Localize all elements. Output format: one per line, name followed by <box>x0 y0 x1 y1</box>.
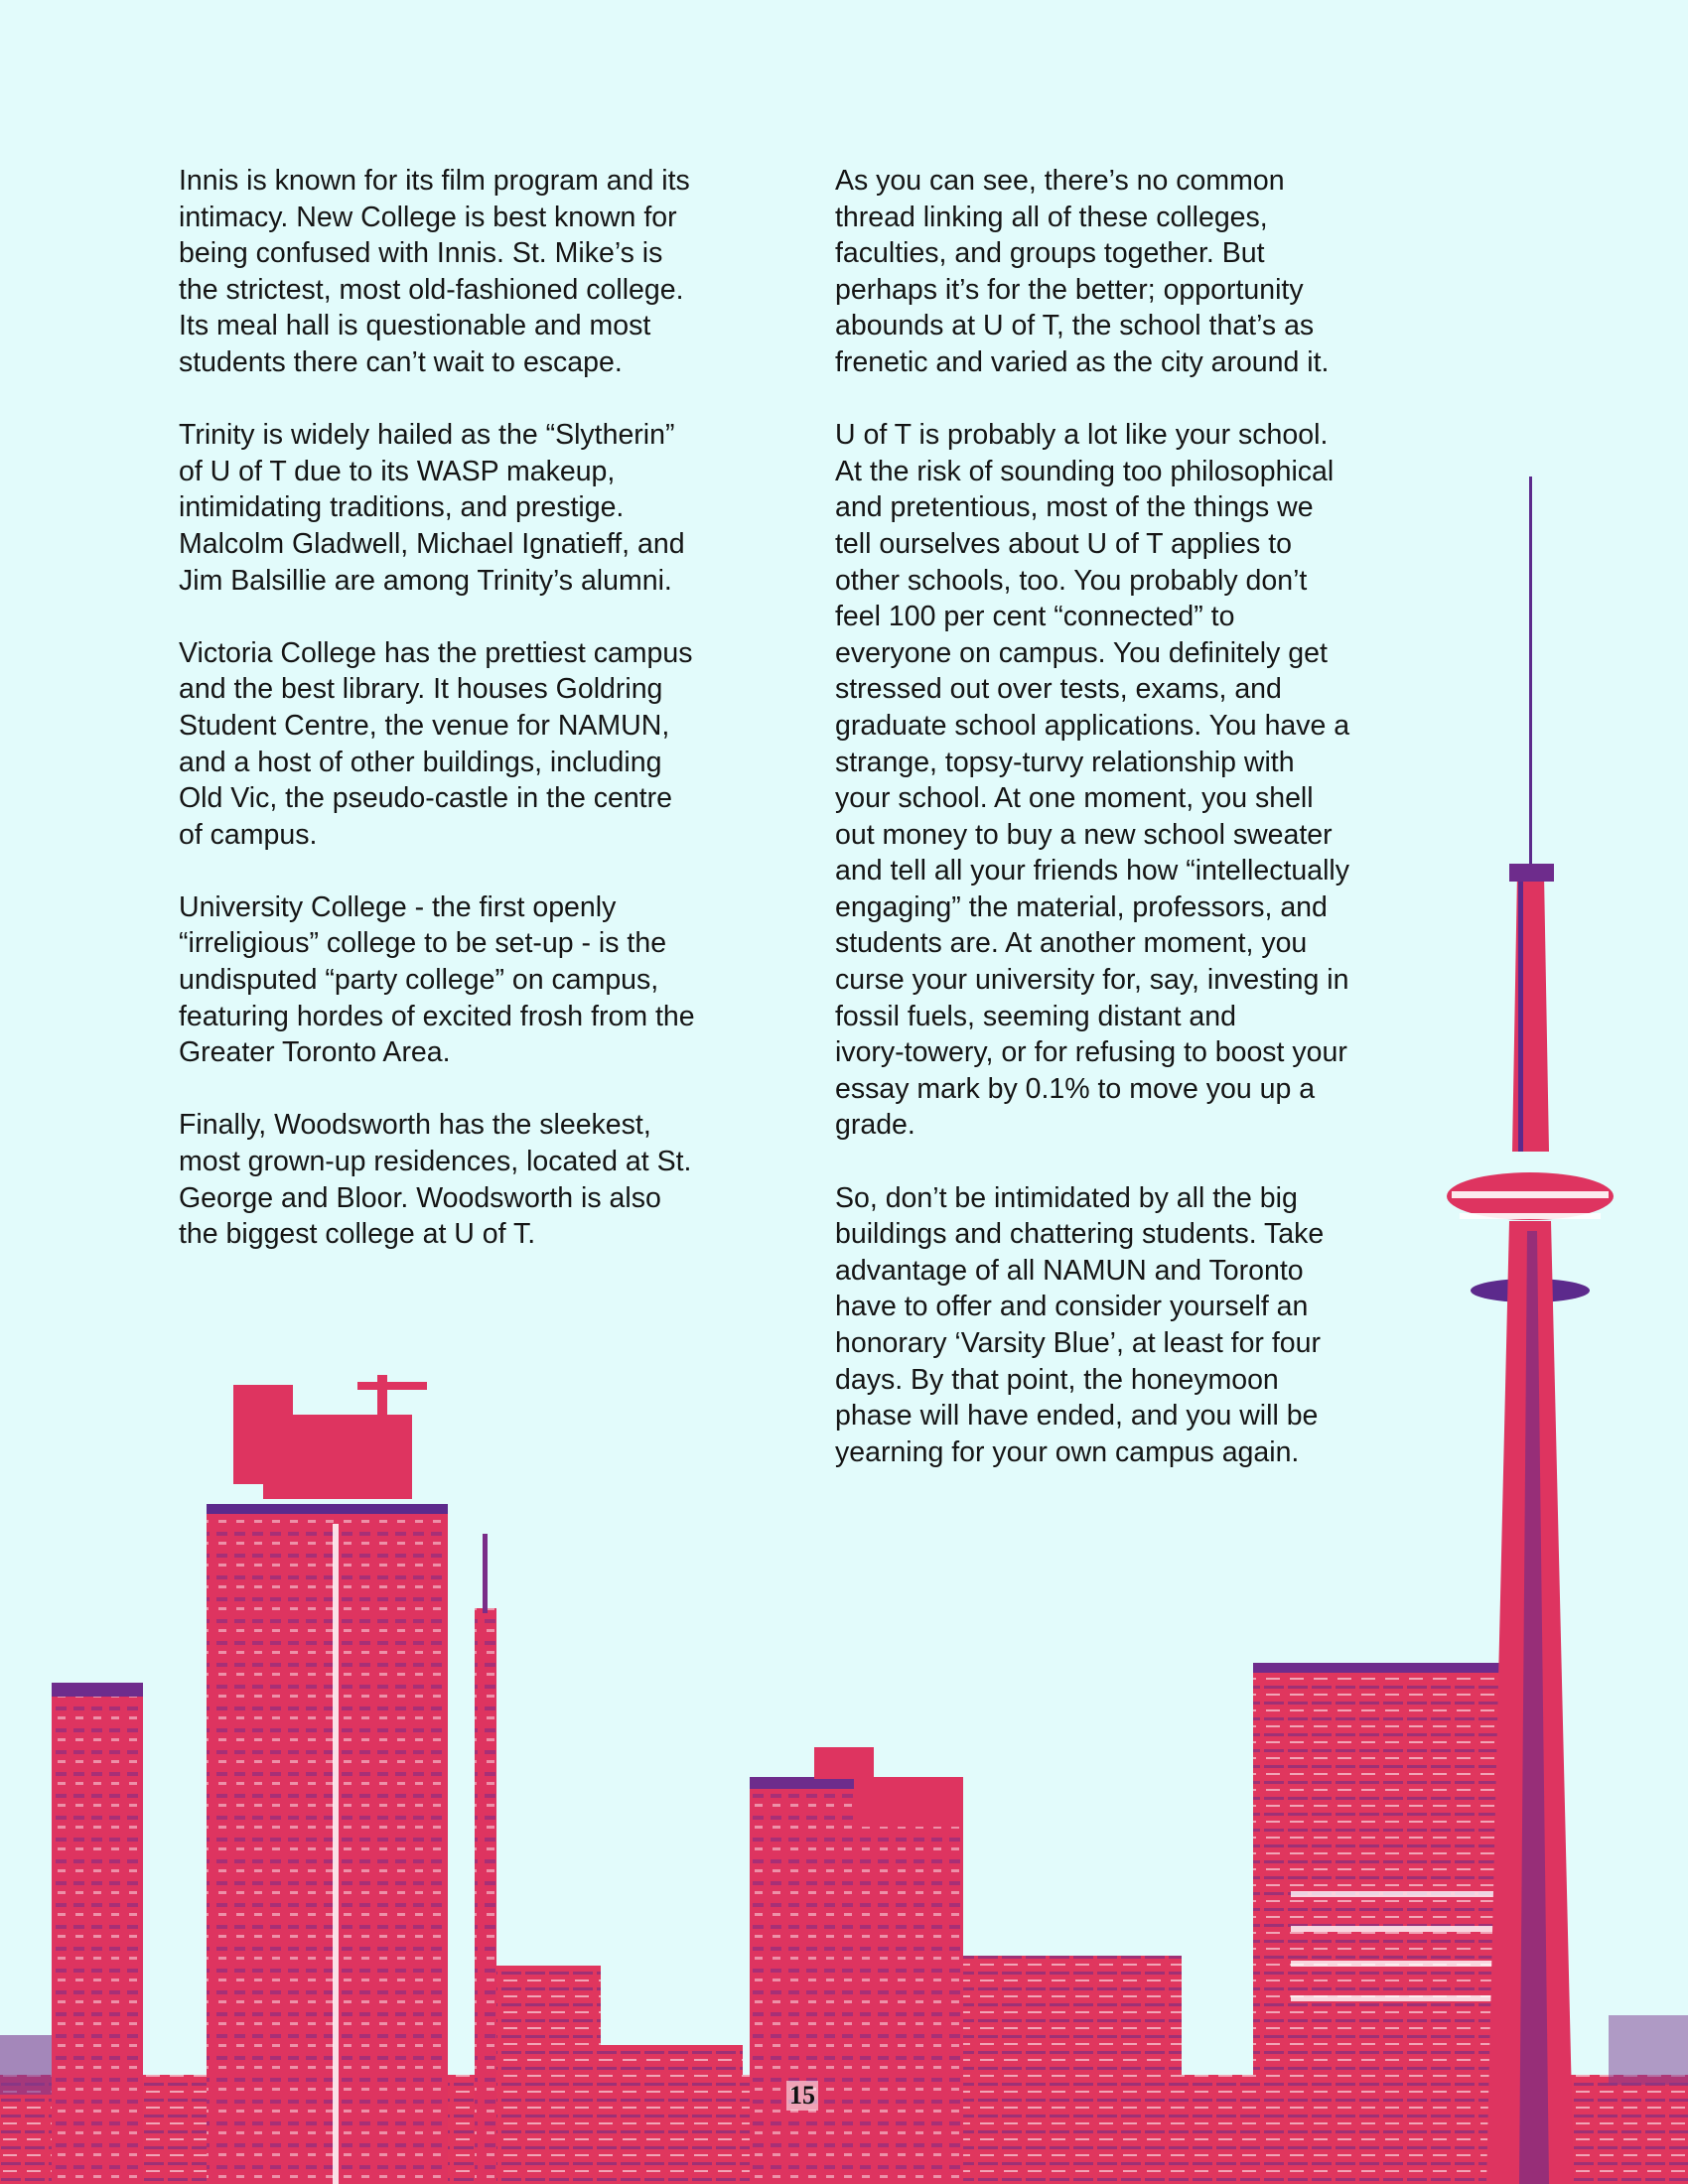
paragraph-victoria: Victoria College has the prettiest campus and the best library. It houses Goldring Student Centre, the venue for NAMUN, and a host of other buildings, including Old Vic, the pseudo-castle in the centre of campus. <box>179 636 693 851</box>
paragraph-university-college: University College - the first openly “irreligious” college to be set-up - is the undisputed “party college” on campus, featuring hordes of excited frosh from the Greater Toronto Area. <box>179 890 695 1069</box>
antenna-building <box>475 1534 496 2184</box>
right-text-column <box>835 163 1411 1507</box>
tall-twin-tower <box>207 1375 448 2184</box>
low-wide-building <box>594 2045 743 2184</box>
central-cluster <box>750 1747 1182 2184</box>
page-number: 15 <box>786 2081 818 2111</box>
paragraph-like-your-school: U of T is probably a lot like your school. At the risk of sounding too philosophical and pretentious, most of the things we tell ourselves about U of T applies to other schools, too. You probably don’t feel 100 per cent “connected” to everyone on campus. You definitely get stressed out over tests, exams, and graduate school applications. You have a strange, topsy-turvy relationship with your school. At one moment, you shell out money to buy a new school sweater and tell all your friends how “intellectually engaging” the material, professors, and students are. At another moment, you curse your university for, say, investing in fossil fuels, seeming distant and ivory-towery, or for refusing to boost your essay mark by 0.1% to move you up a grade. <box>835 419 1350 1142</box>
paragraph-innis-new-stmikes: Innis is known for its film program and its intimacy. New College is best known for being confused with Innis. St. Mike’s is the strictest, most old-fashioned college. Its meal hall is questionable and most students there can’t wait to escape. <box>179 165 690 378</box>
paragraph-common-thread: As you can see, there’s no common thread linking all of these colleges, faculties, and groups together. But perhaps it’s for the better; opportunity abounds at U of T, the school that’s as frenetic and varied as the city around it. <box>835 165 1330 378</box>
large-right-building <box>1253 1663 1509 2184</box>
paragraph-woodsworth: Finally, Woodsworth has the sleekest, most grown-up residences, located at St. George and Bloor. Woodsworth is also the biggest college at U of T. <box>179 1109 692 1251</box>
small-building <box>496 1966 601 2184</box>
paragraph-dont-be-intimidated: So, don’t be intimidated by all the big buildings and chattering students. Take advantage of all NAMUN and Toronto have to offer and consider yourself an honorary ‘Varsity Blue’, at least for four days. By that point, the honeymoon phase will have ended, and you will be yearning for your own campus again. <box>835 1181 1325 1468</box>
paragraph-trinity: Trinity is widely hailed as the “Slytherin” of U of T due to its WASP makeup, intimidating traditions, and prestige. Malcolm Gladwell, Michael Ignatieff, and Jim Balsillie are among Trinity’s alumni. <box>179 419 685 597</box>
left-text-column <box>179 163 755 1289</box>
left-tower <box>52 1683 143 2184</box>
